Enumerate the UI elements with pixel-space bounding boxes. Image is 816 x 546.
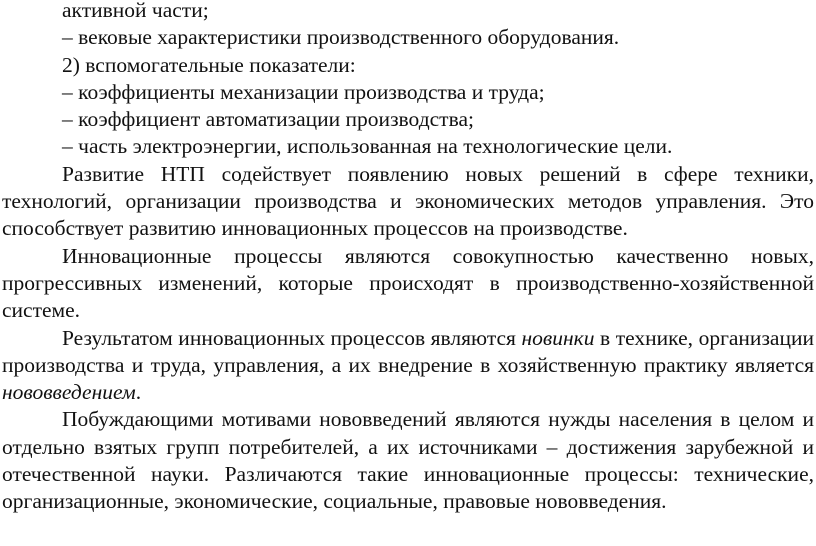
italic-term: новинки: [521, 325, 595, 350]
text-line: активной части;: [62, 0, 209, 22]
paragraph-innovation-processes: Инновационные процессы являются совокупностью качественно новых, прогрессивных изменений, которые происходят в производственно-хозяйственной системе.: [2, 243, 814, 323]
paragraph-text: .: [135, 380, 142, 405]
list-item: – вековые характеристики производственного оборудования.: [62, 25, 620, 50]
paragraph-text: Результатом инновационных процессов являются: [62, 325, 522, 350]
list-item: – часть электроэнергии, использованная на технологические цели.: [62, 134, 673, 159]
paragraph-text: в технике, организации производства и труда, управления, а их внедрение в хозяйственную практику является: [2, 325, 814, 377]
list-item: – коэффициент автоматизации производства;: [62, 107, 474, 132]
italic-term: нововведением: [2, 380, 136, 405]
paragraph-motives: Побуждающими мотивами нововведений являются нужды населения в целом и отдельно взятых групп потребителей, а их источниками – достижения зарубежной и отечественной науки. Различаются такие инновационные процессы: технические, организационные, экономические, социальные, правовые нововведения.: [2, 407, 814, 514]
paragraph-results: [2, 325, 814, 407]
list-item: – коэффициенты механизации производства и труда;: [62, 79, 545, 104]
section-heading: 2) вспомогательные показатели:: [62, 52, 356, 77]
paragraph-ntp: Развитие НТП содействует появлению новых решений в сфере техники, технологий, организации производства и экономических методов управления. Это способствует развитию инновационных процессов на производстве.: [2, 161, 814, 241]
